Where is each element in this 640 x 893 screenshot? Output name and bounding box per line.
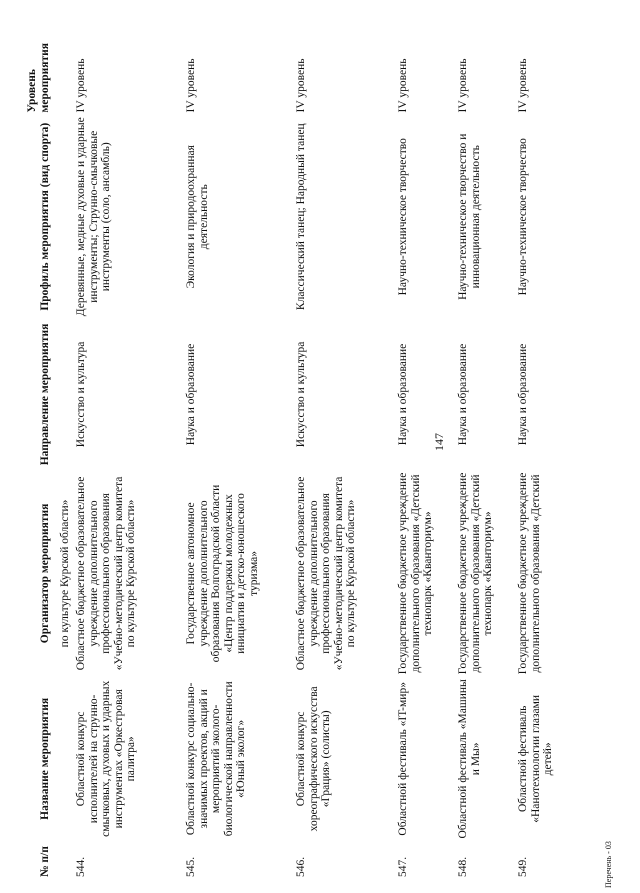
row-name: Областной фестиваль «IT-мир» [397, 682, 409, 836]
row-organizer: Государственное автономное учреждение дополнительного образования Волгоградской области «Центр поддержки молодежных инициатив и детско-юношеского туризма» [185, 484, 260, 663]
header-profile: Профиль мероприятия (вид спорта) [38, 122, 51, 311]
row-num: 547. [397, 856, 409, 877]
table-row [185, 7, 295, 879]
row-level: IV уровень [295, 58, 307, 113]
row-organizer: Областное бюджетное образовательное учреждение дополнительного профессионального образования «Учебно-методический центр комитета по культуре Курской области» [75, 476, 137, 671]
row-level: IV уровень [457, 58, 469, 113]
row-num: 544. [75, 856, 87, 877]
row-direction: Наука и образование [517, 343, 529, 446]
row-num: 548. [457, 856, 469, 877]
row-organizer: Государственное бюджетное учреждение дополнительного образования «Детский технопарк «Кванториум» [397, 472, 434, 675]
table-row [397, 7, 457, 879]
row-direction: Искусство и культура [295, 341, 307, 448]
table-row [295, 7, 397, 879]
row-level: IV уровень [75, 58, 87, 113]
header-name: Название мероприятия [38, 697, 51, 820]
row-num: 546. [295, 856, 307, 877]
row-name: Областной конкурс социально-значимых проектов, акций и мероприятий эколого-биологической направленности «Юный эколог» [185, 681, 247, 837]
row-organizer: Государственное бюджетное учреждение дополнительного образования «Детский [517, 472, 542, 675]
row-profile: Научно-техническое творчество и инновационная деятельность [457, 133, 482, 300]
row-profile: Экология и природоохранная деятельность [185, 145, 210, 289]
row-num: 549. [517, 856, 529, 877]
row-name: Областной фестиваль «Нанотехнологии глазами детей» [517, 694, 554, 823]
table-row [517, 7, 557, 879]
header-direction: Направление мероприятия [38, 323, 51, 466]
row-name: Областной конкурс исполнителей на струнно-смычковых, духовых и ударных инструментах «Оркестровая палитра» [75, 680, 137, 837]
continuation-text: по культуре Курской области» [59, 499, 71, 648]
row-organizer: Государственное бюджетное учреждение дополнительного образования «Детский технопарк «Кванториум» [457, 472, 494, 675]
header-level: Уровень мероприятия [26, 43, 51, 113]
table-row [75, 7, 185, 879]
row-organizer: Областное бюджетное образовательное учреждение дополнительного профессионального образования «Учебно-методический центр комитета по культуре Курской области» [295, 476, 357, 671]
row-direction: Наука и образование [457, 343, 469, 446]
row-num: 545. [185, 856, 197, 877]
page-number: 147 [432, 433, 446, 451]
row-name: Областной фестиваль «Машины и Мы» [457, 679, 482, 839]
footer-text: Перечень - 03 [604, 841, 613, 888]
row-profile: Деревянные, медные духовые и ударные инструменты; Струнно-смычковые инструменты (соло, ансамбль) [75, 117, 112, 317]
row-direction: Искусство и культура [75, 341, 87, 448]
row-level: IV уровень [185, 58, 197, 113]
row-level: IV уровень [517, 58, 529, 113]
row-profile: Классический танец; Народный танец [295, 123, 307, 311]
table-row [457, 7, 517, 879]
header-num: № п/п [38, 846, 51, 877]
continuation-row [59, 7, 75, 879]
header-organizer: Организатор мероприятия [38, 503, 51, 644]
row-direction: Наука и образование [397, 343, 409, 446]
row-level: IV уровень [397, 58, 409, 113]
row-profile: Научно-техническое творчество [397, 138, 409, 296]
table-header-row [26, 7, 59, 879]
row-direction: Наука и образование [185, 343, 197, 446]
events-table [26, 7, 557, 879]
row-profile: Научно-техническое творчество [517, 138, 529, 296]
row-name: Областной конкурс хореографического искусства «Грация» (солисты) [295, 686, 332, 832]
